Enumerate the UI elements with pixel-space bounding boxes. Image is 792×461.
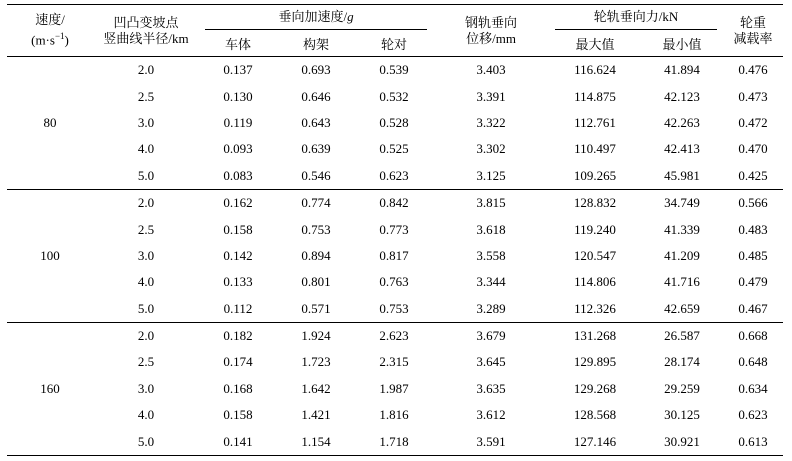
car-body-cell: 0.112 (223, 300, 253, 316)
car-body-cell: 0.168 (223, 380, 253, 396)
force-max-cell: 114.875 (574, 88, 616, 104)
force-max-cell: 120.547 (573, 247, 617, 263)
curve-radius-cell: 3.0 (137, 380, 155, 396)
bogie-frame-cell: 0.646 (301, 88, 331, 104)
header-curve-radius: 凹凸变坡点 竖曲线半径/km (103, 14, 189, 46)
header-force-min: 最小值 (662, 37, 702, 52)
table-row (7, 216, 783, 242)
wheelset-cell: 0.753 (379, 300, 409, 316)
bogie-frame-cell: 1.924 (301, 328, 331, 344)
force-max-cell: 112.326 (574, 300, 616, 316)
rail-displacement-cell: 3.344 (476, 274, 506, 290)
curve-radius-cell: 5.0 (137, 300, 155, 316)
rail-displacement-cell: 3.612 (476, 407, 506, 423)
car-body-cell: 0.133 (223, 274, 253, 290)
curve-radius-cell: 4.0 (137, 141, 155, 157)
wheelset-cell: 2.623 (379, 328, 409, 344)
car-body-cell: 0.174 (223, 354, 253, 370)
speed-cell: 100 (40, 247, 60, 263)
unloading-rate-cell: 0.566 (738, 195, 768, 211)
curve-radius-cell: 4.0 (137, 407, 155, 423)
header-car-body: 车体 (224, 37, 251, 52)
wheelset-cell: 1.987 (379, 380, 409, 396)
bogie-frame-cell: 0.801 (301, 274, 331, 290)
curve-radius-cell: 4.0 (137, 274, 155, 290)
force-min-cell: 41.209 (664, 247, 700, 263)
header-rail-displacement: 钢轨垂向 位移/mm (465, 14, 518, 46)
speed-cell: 160 (40, 380, 60, 396)
force-max-cell: 116.624 (574, 62, 616, 78)
wheelset-cell: 1.816 (379, 407, 409, 423)
bogie-frame-cell: 1.642 (301, 380, 331, 396)
unloading-rate-cell: 0.479 (738, 274, 768, 290)
force-max-cell: 128.568 (573, 407, 617, 423)
bogie-frame-cell: 0.639 (301, 141, 331, 157)
force-min-cell: 29.259 (664, 380, 700, 396)
table-row (7, 57, 783, 84)
table-row (7, 402, 783, 428)
bogie-frame-cell: 0.774 (301, 195, 331, 211)
table-row (7, 243, 783, 269)
force-min-cell: 41.339 (664, 221, 700, 237)
force-max-cell: 128.832 (573, 195, 617, 211)
car-body-cell: 0.119 (223, 114, 253, 130)
header-speed: 速度/ $(m\cdot s^{-1})$ (31, 12, 69, 48)
speed-cell: 80 (43, 114, 57, 130)
bogie-frame-cell: 1.723 (301, 354, 331, 370)
car-body-cell: 0.158 (223, 221, 253, 237)
bogie-frame-cell: 0.753 (301, 221, 331, 237)
wheelset-cell: 0.525 (379, 141, 409, 157)
force-max-cell: 112.761 (574, 114, 616, 130)
bogie-frame-cell: 1.421 (301, 407, 331, 423)
rail-displacement-cell: 3.635 (476, 380, 506, 396)
force-min-cell: 30.921 (664, 433, 700, 449)
header-wheelset: 轮对 (381, 37, 408, 52)
rail-displacement-cell: 3.591 (476, 433, 506, 449)
force-min-cell: 41.894 (664, 62, 700, 78)
unloading-rate-cell: 0.473 (738, 88, 768, 104)
rail-displacement-cell: 3.302 (476, 141, 506, 157)
force-min-cell: 28.174 (664, 354, 700, 370)
rail-displacement-cell: 3.289 (476, 300, 506, 316)
curve-radius-cell: 2.0 (137, 195, 155, 211)
table-row (7, 136, 783, 162)
wheelset-cell: 0.532 (379, 88, 409, 104)
unloading-rate-cell: 0.485 (738, 247, 768, 263)
wheelset-cell: 0.539 (379, 62, 409, 78)
rail-displacement-cell: 3.403 (476, 62, 506, 78)
rail-displacement-cell: 3.391 (476, 88, 506, 104)
force-min-cell: 30.125 (664, 407, 700, 423)
wheelset-cell: 0.817 (379, 247, 409, 263)
curve-radius-cell: 2.5 (137, 221, 155, 237)
header-row-top (7, 5, 783, 32)
rail-displacement-cell: 3.618 (476, 221, 506, 237)
unloading-rate-cell: 0.613 (738, 433, 768, 449)
table-row (7, 349, 783, 375)
force-max-cell: 129.895 (573, 354, 617, 370)
wheelset-cell: 2.315 (379, 354, 409, 370)
curve-radius-cell: 2.0 (137, 328, 155, 344)
curve-radius-cell: 3.0 (137, 114, 155, 130)
table-body (7, 57, 783, 456)
car-body-cell: 0.182 (223, 328, 253, 344)
unloading-rate-cell: 0.425 (738, 167, 768, 183)
header-vertical-acceleration: 垂向加速度/g (199, 5, 433, 32)
unloading-rate-cell: 0.483 (738, 221, 768, 237)
force-max-cell: 131.268 (573, 328, 617, 344)
bogie-frame-cell: 0.571 (301, 300, 331, 316)
curve-radius-cell: 2.5 (137, 354, 155, 370)
force-max-cell: 114.806 (574, 274, 616, 290)
table-row (7, 163, 783, 190)
wheelset-cell: 0.773 (379, 221, 409, 237)
force-min-cell: 41.716 (664, 274, 700, 290)
table-row (7, 83, 783, 109)
wheelset-cell: 0.528 (379, 114, 409, 130)
unloading-rate-cell: 0.668 (738, 328, 768, 344)
header-force-max: 最大值 (575, 37, 615, 52)
force-min-cell: 26.587 (664, 328, 700, 344)
force-max-cell: 109.265 (573, 167, 617, 183)
table-row (7, 322, 783, 349)
unloading-rate-cell: 0.467 (738, 300, 768, 316)
force-min-cell: 42.413 (664, 141, 700, 157)
rail-displacement-cell: 3.125 (476, 167, 506, 183)
wheelset-cell: 0.763 (379, 274, 409, 290)
bogie-frame-cell: 0.643 (301, 114, 331, 130)
unloading-rate-cell: 0.472 (738, 114, 768, 130)
force-max-cell: 127.146 (573, 433, 617, 449)
rail-displacement-cell: 3.815 (476, 195, 506, 211)
force-min-cell: 42.123 (664, 88, 700, 104)
unloading-rate-cell: 0.476 (738, 62, 768, 78)
bogie-frame-cell: 0.693 (301, 62, 331, 78)
wheelset-cell: 1.718 (379, 433, 409, 449)
wheelset-cell: 0.623 (379, 167, 409, 183)
table-row (7, 110, 783, 136)
unloading-rate-cell: 0.623 (738, 407, 768, 423)
car-body-cell: 0.093 (223, 141, 253, 157)
car-body-cell: 0.137 (223, 62, 253, 78)
bogie-frame-cell: 0.894 (301, 247, 331, 263)
header-wheel-rail-force: 轮轨垂向力/kN (549, 5, 723, 32)
header-bogie-frame: 构架 (302, 37, 329, 52)
results-table (7, 4, 783, 456)
force-max-cell: 129.268 (573, 380, 617, 396)
car-body-cell: 0.083 (223, 167, 253, 183)
force-min-cell: 42.263 (664, 114, 700, 130)
curve-radius-cell: 3.0 (137, 247, 155, 263)
rail-displacement-cell: 3.645 (476, 354, 506, 370)
header-unloading-rate: 轮重 减载率 (733, 14, 773, 46)
table-row (7, 296, 783, 323)
table-row (7, 189, 783, 216)
curve-radius-cell: 5.0 (137, 433, 155, 449)
car-body-cell: 0.141 (223, 433, 253, 449)
rail-displacement-cell: 3.558 (476, 247, 506, 263)
rail-displacement-cell: 3.322 (476, 114, 506, 130)
table-row (7, 428, 783, 455)
force-min-cell: 45.981 (664, 167, 700, 183)
curve-radius-cell: 2.5 (137, 88, 155, 104)
unloading-rate-cell: 0.634 (738, 380, 768, 396)
curve-radius-cell: 2.0 (137, 62, 155, 78)
table-row (7, 376, 783, 402)
rail-displacement-cell: 3.679 (476, 328, 506, 344)
bogie-frame-cell: 1.154 (301, 433, 331, 449)
wheelset-cell: 0.842 (379, 195, 409, 211)
unloading-rate-cell: 0.648 (738, 354, 768, 370)
car-body-cell: 0.162 (223, 195, 253, 211)
car-body-cell: 0.142 (223, 247, 253, 263)
car-body-cell: 0.158 (223, 407, 253, 423)
force-min-cell: 42.659 (664, 300, 700, 316)
unloading-rate-cell: 0.470 (738, 141, 768, 157)
table-row (7, 269, 783, 295)
force-min-cell: 34.749 (664, 195, 700, 211)
force-max-cell: 119.240 (574, 221, 616, 237)
curve-radius-cell: 5.0 (137, 167, 155, 183)
bogie-frame-cell: 0.546 (301, 167, 331, 183)
car-body-cell: 0.130 (223, 88, 253, 104)
force-max-cell: 110.497 (574, 141, 616, 157)
